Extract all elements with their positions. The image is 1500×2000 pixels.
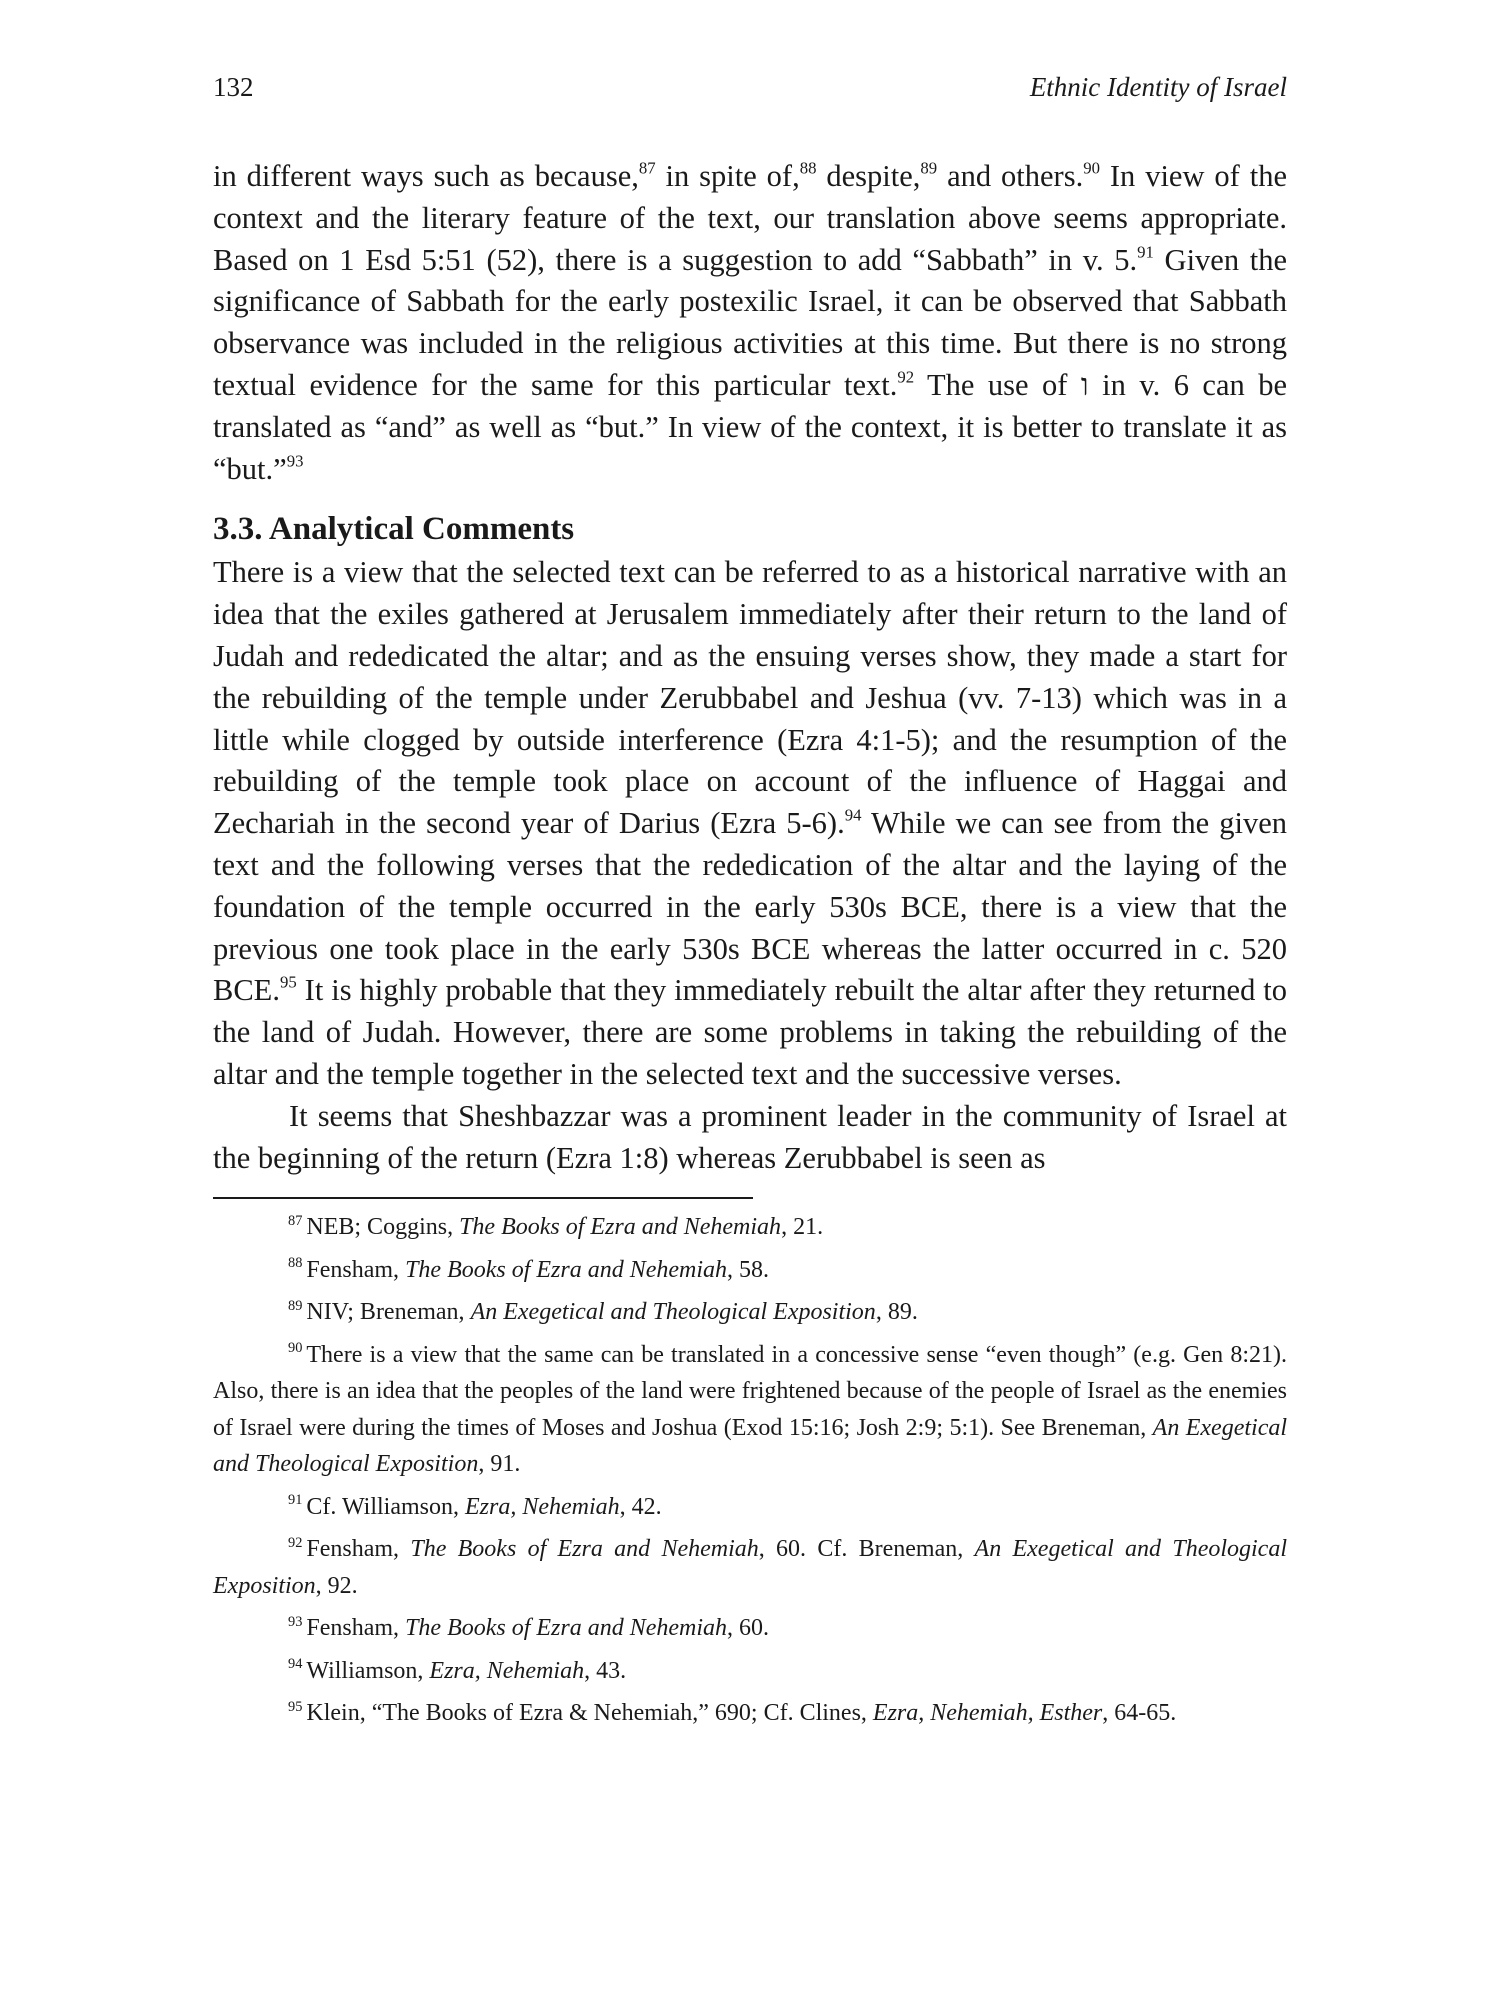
footnote-title: The Books of Ezra and Nehemiah: [410, 1536, 759, 1563]
footnotes: [213, 1209, 1287, 1732]
footnote-text: Klein, “The Books of Ezra & Nehemiah,” 690; Cf. Clines,: [306, 1700, 873, 1727]
footnote-number: 90: [288, 1340, 303, 1357]
footnote-text: Cf. Williamson,: [306, 1493, 465, 1520]
footnote-text: , 42.: [619, 1493, 662, 1520]
footnote-number: 93: [288, 1613, 303, 1630]
footnote-text: , 91.: [478, 1451, 521, 1478]
footnote-ref: 90: [1083, 158, 1100, 178]
footnote-title: An Exegetical and Theological Exposition: [213, 1414, 1288, 1478]
footnote-text: , 60. Cf. Breneman,: [758, 1536, 975, 1563]
paragraph-analytical-comments: [213, 552, 1287, 1095]
footnote-title: An Exegetical and Theological Exposition: [213, 1536, 1287, 1599]
footnote-ref: 94: [844, 805, 862, 825]
footnote-number: 95: [288, 1698, 303, 1715]
text-run: While we can see from the given text and the following verses that the rededication of the altar and the laying of the foundation of the temple occurred in the early 530s BCE, there is a view that the previous one took place in the early 530s BCE whereas the latter occurred in c. 520 BCE.: [213, 806, 1287, 1008]
footnote-ref: 93: [286, 451, 304, 470]
footnote-number: 91: [288, 1492, 303, 1509]
footnote-95: [213, 1695, 1287, 1732]
text-run: in different ways such as because,: [213, 159, 639, 193]
footnote-text: , 43.: [584, 1657, 627, 1684]
footnote-ref: 87: [638, 158, 656, 178]
footnote-text: Fensham,: [306, 1615, 406, 1642]
footnote-text: Fensham,: [306, 1536, 411, 1563]
running-title: Ethnic Identity of Israel: [1029, 72, 1287, 102]
footnote-92: [213, 1531, 1287, 1604]
footnote-number: 88: [288, 1255, 303, 1272]
footnote-ref: 89: [920, 158, 938, 178]
text-run: It is highly probable that they immediately rebuilt the altar after they returned to the land of Judah. However, there are some problems in taking the rebuilding of the altar and the temple together in the selected text and the successive verses.: [213, 973, 1287, 1091]
text-run: despite,: [816, 159, 921, 193]
footnote-title: The Books of Ezra and Nehemiah: [405, 1615, 728, 1642]
footnote-title: Ezra, Nehemiah: [464, 1493, 620, 1520]
footnote-text: NEB; Coggins,: [306, 1214, 460, 1241]
footnote-89: [213, 1294, 1287, 1331]
footnote-ref: 91: [1137, 242, 1154, 262]
footnote-text: , 58.: [727, 1256, 770, 1283]
footnote-text: , 21.: [781, 1214, 824, 1241]
footnote-88: [213, 1252, 1287, 1289]
footnote-94: [213, 1653, 1287, 1690]
footnote-text: There is a view that the same can be translated in a concessive sense “even though” (e.g. Gen 8:21). Also, there is an idea that the peoples of the land were frightened because of the people of Israel as the enemies of Israel were during the times of Moses and Joshua (Exod 15:16; Josh 2:9; 5:1). See Breneman,: [213, 1341, 1287, 1441]
text-run: In view of the context and the literary feature of the text, our translation above seems appropriate. Based on 1 Esd 5:51 (52), there is a suggestion to add “Sabbath” in v. 5.: [213, 159, 1287, 277]
footnote-text: , 64-65.: [1102, 1700, 1177, 1727]
section-heading: 3.3. Analytical Comments: [213, 511, 575, 548]
footnote-title: Ezra, Nehemiah, Esther: [872, 1700, 1103, 1727]
footnote-ref: 88: [799, 158, 817, 178]
text-run: Given the significance of Sabbath for the early postexilic Israel, it can be observed that Sabbath observance was included in the religious activities at this time. But there is no strong textual evidence for the same for this particular text.: [213, 242, 1287, 402]
footnote-text: Fensham,: [306, 1256, 406, 1283]
main-text: [213, 156, 1287, 1179]
book-page: [213, 72, 1287, 1738]
footnote-ref: 95: [279, 972, 297, 992]
footnote-number: 87: [288, 1212, 303, 1229]
footnote-ref: 92: [897, 367, 915, 387]
footnote-90: [213, 1337, 1287, 1483]
running-header: [213, 72, 1287, 112]
text-run: The use of ו in v. 6 can be translated as “and” as well as “but.” In view of the context, it is better to translate it as “but.”: [213, 367, 1287, 486]
footnote-text: Williamson,: [306, 1657, 430, 1684]
footnote-91: [213, 1489, 1287, 1526]
footnote-number: 92: [288, 1534, 303, 1551]
footnote-title: The Books of Ezra and Nehemiah: [459, 1214, 782, 1241]
footnote-title: An Exegetical and Theological Exposition: [470, 1299, 876, 1326]
footnote-93: [213, 1610, 1287, 1647]
footnote-text: NIV; Breneman,: [306, 1299, 471, 1326]
footnote-number: 94: [288, 1656, 303, 1673]
page-number: 132: [213, 72, 254, 102]
footnote-title: The Books of Ezra and Nehemiah: [405, 1256, 728, 1283]
paragraph-translation-notes: [213, 156, 1287, 490]
paragraph-sheshbazzar: It seems that Sheshbazzar was a prominent leader in the community of Israel at the beginning of the return (Ezra 1:8) whereas Zerubbabel is seen as: [213, 1098, 1287, 1175]
footnote-87: [213, 1209, 1287, 1246]
footnote-text: , 92.: [315, 1572, 358, 1599]
text-run: There is a view that the selected text can be referred to as a historical narrative with an idea that the exiles gathered at Jerusalem immediately after their return to the land of Judah and rededicated the altar; and as the ensuing verses show, they made a start for the rebuilding of the temple under Zerubbabel and Jeshua (vv. 7-13) which was in a little while clogged by outside interference (Ezra 4:1-5); and the resumption of the rebuilding of the temple took place on account of the influence of Haggai and Zechariah in the second year of Darius (Ezra 5-6).: [213, 555, 1287, 841]
footnote-text: , 60.: [727, 1615, 770, 1642]
footnote-title: Ezra, Nehemiah: [429, 1657, 585, 1684]
footnote-divider: [213, 1197, 753, 1199]
text-run: in spite of,: [655, 159, 800, 193]
footnote-text: , 89.: [875, 1299, 918, 1326]
footnote-number: 89: [288, 1297, 303, 1314]
text-run: and others.: [937, 159, 1084, 193]
